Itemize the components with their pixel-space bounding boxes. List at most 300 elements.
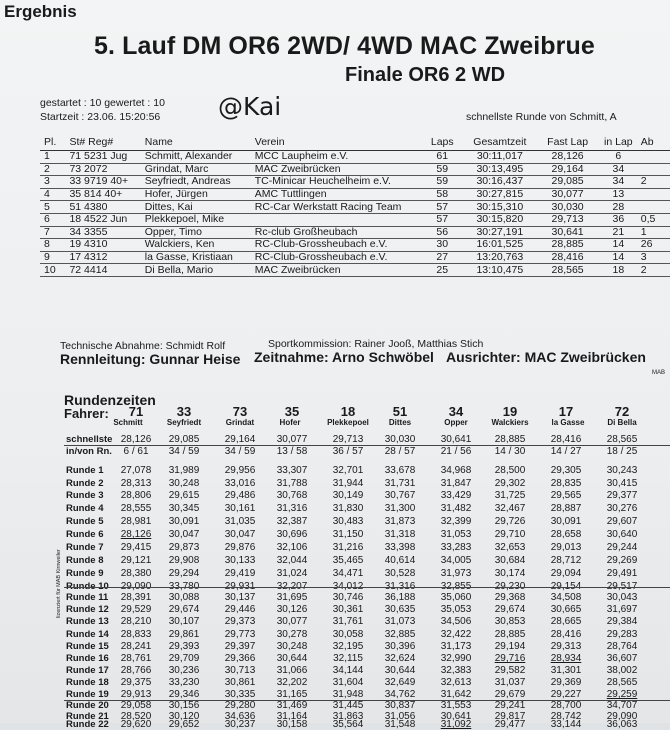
table-cell: TC-Minicar Heuchelheim e.V. [251,176,420,189]
lap-time-cell: 31,301 [550,665,582,676]
table-cell: 28,885 [535,239,596,252]
table-cell: 35 814 40+ [65,188,140,201]
lap-time-cell: 29,384 [606,616,638,627]
lap-time-cell: 28,500 [494,465,526,476]
driver-name: Grindat [225,418,255,427]
lap-time-cell: 28,700 [550,700,582,711]
lap-time-cell: 29,375 [120,677,152,688]
lap-time-cell: 30,088 [168,592,200,603]
lap-time-cell: 35,060 [440,592,472,603]
lap-time-cell: 36,188 [384,592,416,603]
lap-time-cell: 30,107 [168,616,200,627]
lap-time-cell: 29,477 [494,719,526,730]
table-row [40,188,670,201]
lap-time-cell: 30,684 [494,555,526,566]
lap-row-label: Runde 2 [66,478,104,489]
lap-time-cell: 21 / 56 [440,446,472,457]
table-row [40,264,670,277]
table-cell: 16:01,525 [460,239,535,252]
driver-number: 34 [448,404,464,419]
lap-time-cell: 31,066 [276,665,308,676]
lap-time-cell: 31,037 [494,677,526,688]
lap-time-cell: 29,908 [168,555,200,566]
lap-time-cell: 30,126 [276,604,308,615]
lap-time-cell: 30,640 [606,529,638,540]
lap-time-cell: 31,053 [440,529,472,540]
lap-row-label: Runde 8 [66,555,104,566]
table-cell: 13 [596,188,637,201]
lap-time-cell: 29,679 [494,689,526,700]
table-cell: Seyfriedt, Andreas [141,176,251,189]
lap-time-cell: 28,126 [120,529,152,540]
lap-time-cell: 32,399 [440,516,472,527]
divider [64,587,670,588]
lap-time-cell: 29,956 [224,465,256,476]
lap-time-cell: 29,377 [606,490,638,501]
table-cell: RC-Club-Grossheubach e.V. [251,239,420,252]
page-title: 5. Lauf DM OR6 2WD/ 4WD MAC Zweibrue [94,32,595,60]
lap-time-cell: 30,156 [168,700,200,711]
lap-time-cell: 29,294 [168,568,200,579]
table-cell: Hofer, Jürgen [141,188,251,201]
lap-row-label: Runde 13 [66,616,109,627]
table-cell: 34 [596,163,637,176]
lap-time-cell: 30,641 [440,434,472,445]
race-direction: Rennleitung: Gunnar Heise [60,351,241,367]
table-row [40,151,670,164]
lap-time-cell: 29,491 [606,568,638,579]
col-header: Fast Lap [535,133,596,151]
lap-time-cell: 30,174 [494,568,526,579]
lap-time-cell: 28,555 [120,503,152,514]
lap-time-cell: 30,644 [276,653,308,664]
lap-time-cell: 32,624 [384,653,416,664]
table-cell: Schmitt, Alexander [141,151,251,164]
table-cell: 30 [420,239,460,252]
lap-time-cell: 30,120 [168,711,200,722]
lap-time-cell: 32,885 [384,629,416,640]
lap-time-cell: 31,318 [384,529,416,540]
table-cell: 1 [637,226,670,239]
table-cell: 5 [40,201,65,214]
table-row [40,176,670,189]
lap-time-cell: 29,817 [494,711,526,722]
mab-mark: MAB [652,370,666,376]
driver-label: Fahrer: [64,406,109,421]
lap-time-cell: 29,773 [224,629,256,640]
lap-time-cell: 29,873 [168,542,200,553]
lap-time-cell: 31,973 [440,568,472,579]
lap-time-cell: 30,641 [440,711,472,722]
table-cell: RC-Club-Grossheubach e.V. [251,251,420,264]
table-cell: 28,416 [535,251,596,264]
table-cell: Dittes, Kai [141,201,251,214]
lap-time-cell: 35,053 [440,604,472,615]
lap-time-cell: 32,202 [276,677,308,688]
lap-time-cell: 29,615 [168,490,200,501]
table-cell: Grindat, Marc [141,163,251,176]
lap-time-cell: 34,762 [384,689,416,700]
table-cell: 57 [420,201,460,214]
lap-time-cell: 35,564 [332,719,364,730]
lap-time-cell: 28,210 [120,616,152,627]
lap-time-cell: 29,369 [550,677,582,688]
table-cell: 28 [596,201,637,214]
table-cell: 61 [420,151,460,164]
lap-row-label: Runde 1 [66,465,104,476]
driver-number: 17 [558,404,574,419]
table-cell: MAC Zweibrücken [251,163,420,176]
lap-time-cell: 31,165 [276,689,308,700]
table-cell: 33 9719 40+ [65,176,140,189]
lap-row-label: Runde 18 [66,677,109,688]
table-row [40,163,670,176]
lap-time-cell: 29,931 [224,581,256,592]
table-row [40,251,670,264]
lap-time-cell: 30,161 [224,503,256,514]
license-note: lizenziert für MAB Kirnweiler [56,549,62,618]
lap-time-cell: 30,767 [384,490,416,501]
col-header: Ab [637,133,670,151]
results-table [40,133,670,277]
lap-time-cell: 33,398 [384,542,416,553]
lap-time-cell: 28,416 [550,629,582,640]
lap-time-cell: 29,517 [606,581,638,592]
lap-time-cell: 14 / 30 [494,446,526,457]
table-cell: 59 [420,176,460,189]
table-cell: Di Bella, Mario [141,264,251,277]
lap-time-cell: 31,604 [332,677,364,688]
lap-time-cell: 31,863 [332,711,364,722]
table-cell: Rc-club Großheubach [251,226,420,239]
lap-time-cell: 29,419 [224,568,256,579]
driver-name: Dittes [388,418,412,427]
lap-time-cell: 28,665 [550,616,582,627]
lap-time-cell: 28,565 [606,434,638,445]
lap-time-cell: 29,876 [224,542,256,553]
lap-time-cell: 31,164 [276,711,308,722]
table-cell: 2 [637,176,670,189]
table-cell: 19 4310 [65,239,140,252]
col-header: in Lap [596,133,637,151]
table-cell: 30,030 [535,201,596,214]
lap-time-cell: 32,387 [276,516,308,527]
lap-time-cell: 33,144 [550,719,582,730]
lap-time-cell: 31,830 [332,503,364,514]
table-cell: 7 [40,226,65,239]
lap-time-cell: 30,058 [332,629,364,640]
lap-row-label: Runde 20 [66,700,109,711]
lap-time-cell: 31,035 [224,516,256,527]
lap-time-cell: 29,154 [550,581,582,592]
table-cell: MCC Laupheim e.V. [251,151,420,164]
driver-number: 33 [176,404,192,419]
lap-time-cell: 34,471 [332,568,364,579]
table-cell: 13:10,475 [460,264,535,277]
lap-time-cell: 30,149 [332,490,364,501]
handwritten-note: @Kai [218,92,282,121]
lap-time-cell: 30,248 [276,641,308,652]
table-row [40,226,670,239]
fastest-lap-note: schnellste Runde von Schmitt, A [466,111,617,123]
lap-time-cell: 28,380 [120,568,152,579]
table-cell: 29,164 [535,163,596,176]
lap-time-cell: 31,642 [440,689,472,700]
table-cell [637,201,670,214]
lap-time-cell: 29,620 [120,719,152,730]
col-header: Pl. [40,133,65,151]
lap-time-cell: 29,090 [606,711,638,722]
lap-time-cell: 31,300 [384,503,416,514]
table-cell: 30:27,191 [460,226,535,239]
lap-row-label: Runde 6 [66,529,104,540]
lap-time-cell: 32,383 [440,665,472,676]
lap-time-cell: 31,150 [332,529,364,540]
lap-row-label: Runde 11 [66,592,109,603]
table-cell: 58 [420,188,460,201]
lap-time-cell: 29,366 [224,653,256,664]
lap-row-label: schnellste [66,434,113,445]
table-cell: 57 [420,213,460,226]
lap-time-cell: 29,861 [168,629,200,640]
table-cell [251,213,420,226]
timing: Zeitnahme: Arno Schwöbel [254,349,434,365]
tech-inspection: Technische Abnahme: Schmidt Rolf [60,340,226,352]
lap-time-cell: 14 / 27 [550,446,582,457]
lap-time-cell: 31,948 [332,689,364,700]
table-cell: 3 [637,251,670,264]
lap-time-cell: 30,713 [224,665,256,676]
lap-time-cell: 30,077 [276,434,308,445]
table-cell: 36 [596,213,637,226]
lap-time-cell: 30,644 [384,665,416,676]
lap-row-label: Runde 10 [66,581,109,592]
table-cell: 17 4312 [65,251,140,264]
lap-time-cell: 33,230 [168,677,200,688]
started-info: gestartet : 10 gewertet : 10 [40,97,165,109]
lap-time-cell: 32,653 [494,542,526,553]
sport-commission: Sportkommission: Rainer Jooß, Matthias Stich [268,338,484,350]
lap-time-cell: 31,548 [384,719,416,730]
lap-time-cell: 30,158 [276,719,308,730]
lap-time-cell: 30,077 [276,616,308,627]
lap-time-cell: 32,207 [276,581,308,592]
lap-time-cell: 30,853 [494,616,526,627]
lap-time-cell: 28,391 [120,592,152,603]
lap-time-cell: 30,861 [224,677,256,688]
lap-time-cell: 28,658 [550,529,582,540]
lap-time-cell: 31,073 [384,616,416,627]
table-cell: 29,085 [535,176,596,189]
organizer: Ausrichter: MAC Zweibrücken [446,349,646,365]
lap-time-cell: 29,713 [332,434,364,445]
lap-time-cell: 34,636 [224,711,256,722]
lap-time-cell: 29,913 [120,689,152,700]
lap-time-cell: 30,361 [332,604,364,615]
lap-time-cell: 29,013 [550,542,582,553]
lap-time-cell: 27,078 [120,465,152,476]
lap-time-cell: 31,761 [332,616,364,627]
lap-time-cell: 30,396 [384,641,416,652]
lap-time-cell: 6 / 61 [123,446,149,457]
table-cell: 28,565 [535,264,596,277]
lap-time-cell: 29,241 [494,700,526,711]
lap-time-cell: 34,144 [332,665,364,676]
driver-name: Hofer [279,418,301,427]
table-cell: 25 [420,264,460,277]
divider [64,700,670,701]
lap-time-cell: 31,316 [276,503,308,514]
lap-time-cell: 40,614 [384,555,416,566]
table-cell: 30,077 [535,188,596,201]
table-cell: 56 [420,226,460,239]
lap-time-cell: 29,529 [120,604,152,615]
page-subtitle: Finale OR6 2 WD [345,64,506,86]
lap-time-cell: 30,030 [384,434,416,445]
lap-time-cell: 28,520 [120,711,152,722]
lap-time-cell: 30,278 [276,629,308,640]
lap-time-cell: 32,990 [440,653,472,664]
lap-time-cell: 28,885 [494,629,526,640]
lap-time-cell: 30,137 [224,592,256,603]
lap-time-cell: 34,506 [440,616,472,627]
lap-time-cell: 28,885 [494,434,526,445]
driver-name: Opper [444,418,468,427]
lap-time-cell: 29,652 [168,719,200,730]
lap-row-label: Runde 4 [66,503,104,514]
lap-row-label: in/von Rn. [66,446,112,457]
lap-time-cell: 18 / 25 [606,446,638,457]
lap-time-cell: 29,415 [120,542,152,553]
lap-time-cell: 13 / 58 [276,446,308,457]
lap-time-cell: 28,835 [550,478,582,489]
lap-time-cell: 34 / 59 [224,446,256,457]
lap-time-cell: 29,373 [224,616,256,627]
lap-time-cell: 29,674 [168,604,200,615]
lap-time-cell: 29,269 [606,555,638,566]
lap-time-cell: 28,241 [120,641,152,652]
lap-time-cell: 30,248 [168,478,200,489]
lap-time-cell: 32,649 [384,677,416,688]
lap-time-cell: 30,696 [276,529,308,540]
lap-time-cell: 30,276 [606,503,638,514]
table-cell: 30:11,017 [460,151,535,164]
lap-time-cell: 29,094 [550,568,582,579]
lap-time-cell: 33,307 [276,465,308,476]
table-cell: 30:27,815 [460,188,535,201]
table-cell: RC-Car Werkstatt Racing Team [251,201,420,214]
lap-time-cell: 29,565 [550,490,582,501]
lap-time-cell: 29,259 [606,689,638,700]
lap-time-cell: 30,837 [384,700,416,711]
driver-name: Plekkepoel [327,418,369,427]
lap-time-cell: 30,237 [224,719,256,730]
lap-time-cell: 30,047 [224,529,256,540]
lap-time-cell: 31,173 [440,641,472,652]
lap-time-cell: 28,981 [120,516,152,527]
col-header: Name [141,133,251,151]
driver-name: Schmitt [113,418,143,427]
lap-time-cell: 33,429 [440,490,472,501]
table-cell: 0,5 [637,213,670,226]
table-cell: 59 [420,163,460,176]
lap-row-label: Runde 21 [66,711,109,722]
table-cell: 14 [596,251,637,264]
lap-time-cell: 29,058 [120,700,152,711]
lap-time-cell: 31,469 [276,700,308,711]
lap-time-cell: 36,063 [606,719,638,730]
table-cell: 34 3355 [65,226,140,239]
lap-time-cell: 29,302 [494,478,526,489]
lap-time-cell: 30,043 [606,592,638,603]
lap-time-cell: 32,855 [440,581,472,592]
table-cell: 6 [40,213,65,226]
start-time: Startzeit : 23.06. 15:20:56 [40,111,161,123]
table-cell: 10 [40,264,65,277]
lap-time-cell: 29,607 [606,516,638,527]
table-cell: 6 [596,151,637,164]
lap-time-cell: 30,635 [384,604,416,615]
lap-time-cell: 32,106 [276,542,308,553]
lap-time-cell: 29,446 [224,604,256,615]
lap-time-cell: 31,847 [440,478,472,489]
table-cell: 51 4380 [65,201,140,214]
table-cell: 18 [596,264,637,277]
lap-time-cell: 34,707 [606,700,638,711]
lap-time-cell: 29,393 [168,641,200,652]
table-row [40,213,670,226]
lap-time-cell: 28,126 [120,434,152,445]
result-label: Ergebnis [4,2,77,21]
lap-row-label: Runde 16 [66,653,109,664]
table-cell: 18 4522 Jun [65,213,140,226]
lap-time-cell: 30,091 [550,516,582,527]
lap-row-label: Runde 15 [66,641,109,652]
lap-time-cell: 28,833 [120,629,152,640]
lap-row-label: Runde 9 [66,568,104,579]
table-cell: 30:15,820 [460,213,535,226]
lap-time-cell: 31,731 [384,478,416,489]
driver-number: 51 [392,404,408,419]
table-cell [637,188,670,201]
lap-time-cell: 34,012 [332,581,364,592]
lap-time-cell: 32,613 [440,677,472,688]
lap-time-cell: 28,565 [606,677,638,688]
lap-time-cell: 33,678 [384,465,416,476]
lap-time-cell: 30,665 [550,604,582,615]
lap-time-cell: 32,044 [276,555,308,566]
table-cell: la Gasse, Kristiaan [141,251,251,264]
lap-time-cell: 30,528 [384,568,416,579]
table-cell: 26 [637,239,670,252]
lap-time-cell: 36,607 [606,653,638,664]
lap-time-cell: 32,422 [440,629,472,640]
lap-row-label: Runde 3 [66,490,104,501]
lap-time-cell: 29,280 [224,700,256,711]
lap-row-label: Runde 14 [66,629,109,640]
table-cell: Opper, Timo [141,226,251,239]
lap-time-cell: 35,465 [332,555,364,566]
lap-time-cell: 33,283 [440,542,472,553]
col-header: Verein [251,133,420,151]
table-cell: Walckiers, Ken [141,239,251,252]
lap-time-cell: 29,674 [494,604,526,615]
table-row [40,239,670,252]
lap-time-cell: 31,316 [384,581,416,592]
lap-time-cell: 28,313 [120,478,152,489]
lap-time-cell: 29,716 [494,653,526,664]
lap-time-cell: 31,092 [440,719,472,730]
